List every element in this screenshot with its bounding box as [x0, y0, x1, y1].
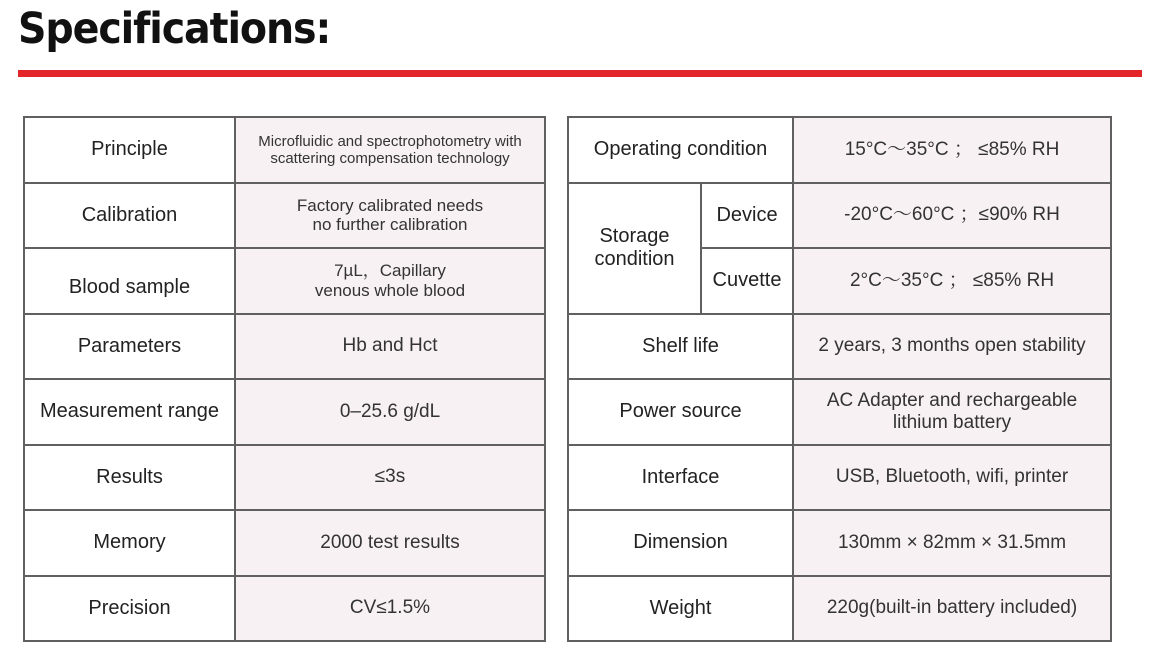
spec-label-text: Device — [716, 203, 778, 226]
spec-value — [793, 248, 1111, 314]
table-row — [568, 445, 1111, 511]
title-underline — [18, 70, 1142, 77]
spec-value-line: Factory calibrated needs — [296, 195, 484, 215]
spec-label — [24, 445, 235, 511]
spec-label — [24, 510, 235, 576]
spec-label-text: Shelf life — [642, 334, 719, 357]
spec-label-text: Operating condition — [593, 138, 768, 161]
spec-value — [235, 445, 545, 511]
spec-value-line: ≤3s — [374, 466, 406, 488]
table-row — [24, 379, 545, 445]
spec-value-line: 2000 test results — [320, 531, 460, 553]
spec-value — [235, 248, 545, 314]
spec-value-line: AC Adapter and rechargeable — [826, 389, 1078, 411]
table-row — [24, 576, 545, 642]
spec-value-line: lithium battery — [892, 411, 1012, 433]
spec-value — [793, 576, 1111, 642]
table-row — [24, 248, 545, 314]
table-row — [24, 445, 545, 511]
spec-label-text: Calibration — [81, 203, 178, 226]
spec-sublabel — [701, 248, 793, 314]
spec-value — [793, 379, 1111, 445]
table-row — [24, 510, 545, 576]
spec-label-text: Blood sample — [68, 276, 191, 299]
spec-label — [24, 117, 235, 183]
spec-label-text: Storage — [599, 225, 670, 247]
spec-value-line: USB, Bluetooth, wifi, printer — [835, 466, 1069, 488]
table-row — [24, 314, 545, 380]
spec-value-line: 15°C～35°C ； ≤85% RH — [844, 138, 1060, 160]
spec-value — [793, 117, 1111, 183]
table-row — [568, 314, 1111, 380]
table-row — [568, 183, 1111, 249]
spec-value-line: Hb and Hct — [342, 335, 438, 357]
spec-value — [235, 576, 545, 642]
spec-label-text: Dimension — [633, 531, 728, 554]
spec-label — [24, 248, 235, 314]
spec-value-line: scattering compensation technology — [270, 149, 510, 167]
table-row — [568, 576, 1111, 642]
spec-value — [235, 314, 545, 380]
spec-value — [793, 183, 1111, 249]
spec-label-text: Results — [96, 465, 163, 488]
spec-value — [793, 510, 1111, 576]
spec-label-text: Interface — [641, 465, 720, 488]
spec-label — [24, 183, 235, 249]
spec-value-line: CV≤1.5% — [349, 597, 431, 619]
spec-label — [568, 510, 793, 576]
spec-sublabel — [701, 183, 793, 249]
spec-label-text: condition — [594, 248, 675, 270]
spec-value — [793, 314, 1111, 380]
spec-label — [568, 445, 793, 511]
spec-label-text: Parameters — [77, 334, 182, 357]
spec-label-text: Power source — [619, 400, 742, 423]
storage-condition-label — [568, 183, 701, 314]
spec-label — [568, 314, 793, 380]
spec-value-line: venous whole blood — [314, 280, 466, 300]
spec-value-line: 7µL，Capillary — [334, 261, 446, 281]
spec-label-text: Measurement range — [40, 400, 219, 423]
spec-value-line: 220g(built-in battery included) — [826, 597, 1078, 619]
spec-label-text: Principle — [91, 138, 168, 161]
spec-value — [235, 183, 545, 249]
spec-label — [24, 576, 235, 642]
spec-value-line: 130mm × 82mm × 31.5mm — [837, 531, 1067, 553]
spec-value-line: no further calibration — [312, 215, 468, 235]
spec-value-line: 2°C～35°C ； ≤85% RH — [849, 269, 1055, 291]
table-row — [24, 183, 545, 249]
spec-value-line: Microfluidic and spectrophotometry with — [258, 132, 522, 150]
spec-label — [24, 379, 235, 445]
spec-label — [568, 576, 793, 642]
table-row — [568, 379, 1111, 445]
spec-label-text: Weight — [649, 596, 712, 619]
spec-value — [793, 445, 1111, 511]
page-title: Specifications: — [18, 4, 331, 54]
table-row — [568, 117, 1111, 183]
spec-value — [235, 510, 545, 576]
spec-label — [568, 117, 793, 183]
spec-label — [24, 314, 235, 380]
spec-label — [568, 379, 793, 445]
spec-label-text: Memory — [93, 531, 166, 554]
spec-value-line: 2 years, 3 months open stability — [818, 335, 1086, 357]
spec-table-right — [567, 116, 1112, 642]
spec-value — [235, 379, 545, 445]
spec-label-text: Cuvette — [712, 269, 782, 292]
table-row — [568, 510, 1111, 576]
spec-value — [235, 117, 545, 183]
spec-table-left — [23, 116, 546, 642]
spec-value-line: 0–25.6 g/dL — [339, 400, 441, 422]
table-row — [24, 117, 545, 183]
spec-value-line: -20°C～60°C ；≤90% RH — [844, 204, 1060, 226]
spec-label-text: Precision — [88, 596, 171, 619]
